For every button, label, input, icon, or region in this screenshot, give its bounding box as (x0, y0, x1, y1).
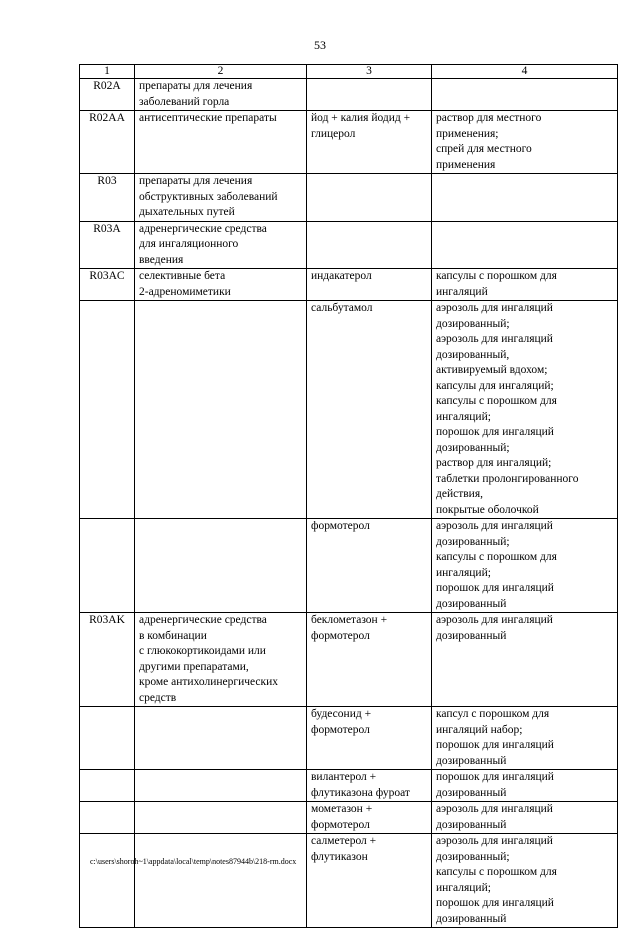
cell-line: капсул с порошком для (436, 708, 550, 720)
atc-code-cell (80, 834, 135, 928)
atc-code-cell: R03AK (80, 613, 135, 707)
group-name-cell (135, 519, 307, 613)
cell-line: порошок для ингаляций (436, 897, 554, 909)
cell-line: раствор для ингаляций; (436, 457, 552, 469)
drug-table (79, 64, 618, 928)
cell-line: таблетки пролонгированного (436, 472, 579, 485)
cell-line: дозированный; (436, 535, 510, 548)
cell-line: порошок для ингаляций (436, 426, 554, 438)
header-cell: 1 (80, 65, 135, 79)
cell-line: дозированный (436, 818, 507, 831)
cell-line: формотерол (311, 818, 370, 831)
cell-line: капсулы с порошком для (436, 395, 557, 407)
cell-line: применения (436, 158, 496, 171)
cell-line: дозированный; (436, 850, 510, 863)
cell-line: флутиказон (311, 850, 368, 863)
cell-line: будесонид + (311, 708, 372, 720)
cell-line: аэрозоль для ингаляций (436, 614, 553, 626)
cell-line: введения (139, 253, 184, 266)
cell-line: адренергические средства (139, 222, 267, 235)
cell-line: капсулы с порошком для (436, 551, 557, 563)
substance-cell (307, 221, 432, 269)
substance-cell (307, 519, 432, 613)
table-row (80, 519, 618, 613)
cell-line: обструктивных заболеваний (139, 190, 278, 203)
substance-cell (307, 770, 432, 802)
substance-cell (307, 834, 432, 928)
cell-line: адренергические средства (139, 614, 267, 626)
page-number: 53 (314, 38, 326, 52)
group-name-cell (135, 174, 307, 222)
file-path-footer: c:\users\shoroh~1\appdata\local\temp\notes87944b\218-rm.docx (90, 857, 297, 866)
substance-cell (307, 111, 432, 174)
cell-line: капсулы для ингаляций; (436, 379, 554, 392)
atc-code-cell: R03A (80, 221, 135, 269)
cell-line: йод + калия йодид + (311, 112, 411, 124)
atc-code-cell: R03AC (80, 269, 135, 301)
cell-line: ингаляций (436, 285, 488, 298)
cell-line: в комбинации (139, 629, 207, 642)
cell-line: дозированный (436, 912, 507, 925)
atc-code-cell (80, 770, 135, 802)
cell-line: препараты для лечения (139, 80, 253, 92)
cell-line: аэрозоль для ингаляций (436, 835, 553, 847)
table-row (80, 269, 618, 301)
cell-line: действия, (436, 488, 483, 500)
cell-line: формотерол (311, 723, 370, 736)
dosage-forms-cell (432, 79, 618, 111)
cell-line: раствор для местного (436, 112, 542, 124)
cell-line: формотерол (311, 629, 370, 642)
atc-code-cell: R03 (80, 174, 135, 222)
table-row (80, 221, 618, 269)
cell-line: заболеваний горла (139, 95, 230, 108)
cell-line: дозированный; (436, 441, 510, 454)
cell-line: антисептические препараты (139, 112, 277, 124)
cell-line: дозированный (436, 786, 507, 799)
group-name-cell (135, 802, 307, 834)
group-name-cell (135, 269, 307, 301)
substance-cell (307, 707, 432, 770)
header-cell: 4 (432, 65, 618, 79)
atc-code-cell (80, 519, 135, 613)
header-row (80, 65, 618, 79)
cell-line: для ингаляционного (139, 238, 239, 250)
group-name-cell (135, 221, 307, 269)
cell-line: аэрозоль для ингаляций (436, 302, 553, 314)
cell-line: глицерол (311, 127, 356, 140)
group-name-cell (135, 613, 307, 707)
table-row (80, 174, 618, 222)
substance-cell (307, 174, 432, 222)
cell-line: ингаляций; (436, 881, 491, 894)
group-name-cell (135, 111, 307, 174)
dosage-forms-cell (432, 613, 618, 707)
cell-line: спрей для местного (436, 143, 532, 155)
cell-line: салметерол + (311, 835, 377, 847)
cell-line: ингаляций набор; (436, 723, 523, 736)
table-row (80, 770, 618, 802)
header-cell: 3 (307, 65, 432, 79)
cell-line: с глюкокортикоидами или (139, 645, 266, 657)
cell-line: ингаляций; (436, 410, 491, 423)
cell-line: покрытые оболочкой (436, 503, 539, 516)
cell-line: дозированный (436, 597, 507, 610)
dosage-forms-cell (432, 707, 618, 770)
table-row (80, 301, 618, 519)
table-row (80, 111, 618, 174)
cell-line: флутиказона фуроат (311, 786, 410, 799)
dosage-forms-cell (432, 834, 618, 928)
table-row (80, 707, 618, 770)
cell-line: аэрозоль для ингаляций (436, 803, 553, 815)
atc-code-cell (80, 707, 135, 770)
cell-line: капсулы с порошком для (436, 270, 557, 282)
cell-line: сальбутамол (311, 302, 373, 314)
table-row (80, 79, 618, 111)
cell-line: дыхательных путей (139, 206, 235, 218)
cell-line: ингаляций; (436, 566, 491, 579)
dosage-forms-cell (432, 269, 618, 301)
group-name-cell (135, 79, 307, 111)
cell-line: другими препаратами, (139, 660, 249, 673)
atc-code-cell (80, 301, 135, 519)
substance-cell (307, 79, 432, 111)
dosage-forms-cell (432, 174, 618, 222)
substance-cell (307, 613, 432, 707)
cell-line: аэрозоль для ингаляций (436, 333, 553, 345)
cell-line: препараты для лечения (139, 175, 253, 187)
group-name-cell (135, 834, 307, 928)
atc-code-cell (80, 802, 135, 834)
substance-cell (307, 802, 432, 834)
dosage-forms-cell (432, 221, 618, 269)
dosage-forms-cell (432, 519, 618, 613)
table-row (80, 613, 618, 707)
header-cell: 2 (135, 65, 307, 79)
cell-line: беклометазон + (311, 614, 388, 626)
cell-line: дозированный (436, 754, 507, 767)
cell-line: дозированный; (436, 317, 510, 330)
cell-line: аэрозоль для ингаляций (436, 520, 553, 532)
cell-line: вилантерол + (311, 771, 377, 783)
cell-line: 2-адреномиметики (139, 285, 231, 298)
table-row (80, 834, 618, 928)
dosage-forms-cell (432, 802, 618, 834)
cell-line: применения; (436, 127, 499, 140)
dosage-forms-cell (432, 301, 618, 519)
cell-line: индакатерол (311, 270, 372, 282)
cell-line: дозированный (436, 629, 507, 642)
cell-line: активируемый вдохом; (436, 364, 548, 376)
group-name-cell (135, 770, 307, 802)
cell-line: кроме антихолинергических (139, 676, 279, 688)
atc-code-cell: R02A (80, 79, 135, 111)
group-name-cell (135, 301, 307, 519)
dosage-forms-cell (432, 111, 618, 174)
cell-line: порошок для ингаляций (436, 582, 554, 594)
cell-line: дозированный, (436, 348, 510, 361)
substance-cell (307, 269, 432, 301)
cell-line: средств (139, 691, 177, 704)
cell-line: селективные бета (139, 270, 226, 282)
table-row (80, 802, 618, 834)
cell-line: порошок для ингаляций (436, 771, 554, 783)
cell-line: мометазон + (311, 803, 373, 815)
atc-code-cell: R02AA (80, 111, 135, 174)
cell-line: формотерол (311, 520, 370, 532)
group-name-cell (135, 707, 307, 770)
dosage-forms-cell (432, 770, 618, 802)
cell-line: капсулы с порошком для (436, 866, 557, 878)
substance-cell (307, 301, 432, 519)
cell-line: порошок для ингаляций (436, 739, 554, 751)
